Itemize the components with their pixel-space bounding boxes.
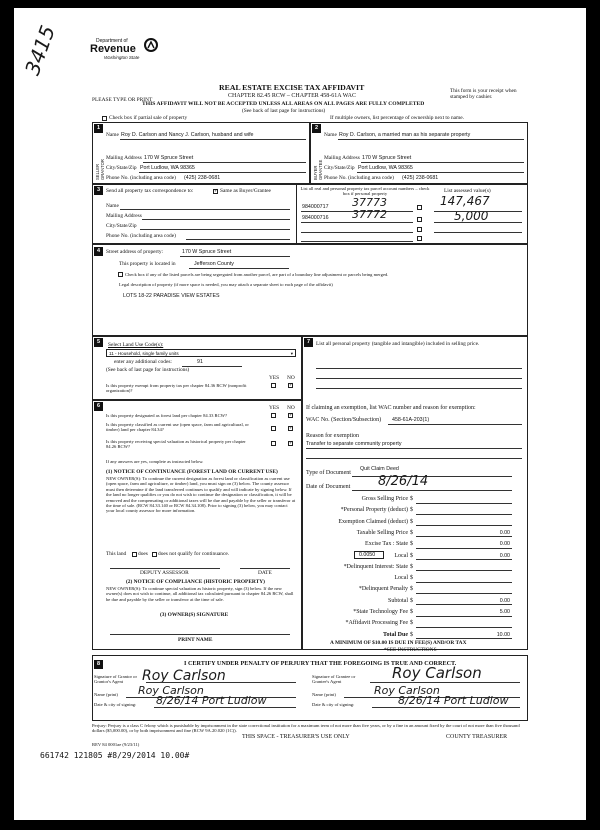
s3-city-label: City/State/Zip xyxy=(106,223,137,229)
parcel-header: List all real and personal property tax parcel account numbers – check box if personal property xyxy=(300,186,430,197)
s3-phone-label: Phone No. (including area code) xyxy=(106,233,176,239)
exempt-question: Is this property exempt from property tax per chapter 84.36 RCW (nonprofit organization)? xyxy=(106,383,247,394)
tax-row-label: Local xyxy=(394,552,408,559)
see-instructions-note: *SEE INSTRUCTIONS xyxy=(384,647,437,653)
historic-no-checkbox[interactable]: ✓ xyxy=(289,441,294,446)
wac-number[interactable]: 458-61A-203(1) xyxy=(392,417,430,423)
dollar-sign: $ xyxy=(410,518,413,525)
s5-see-back: (See back of last page for instructions) xyxy=(106,367,190,373)
historic-question: Is this property receiving special valuation as historical property per chapter 84.26 RCW? xyxy=(106,439,246,450)
dollar-sign: $ xyxy=(410,507,413,514)
land-use-select[interactable] xyxy=(106,349,296,357)
does-label: does xyxy=(138,551,148,557)
personal-property-label: List all personal property (tangible and intangible) included in selling price. xyxy=(316,341,480,347)
does-not-checkbox[interactable] xyxy=(152,552,157,557)
parcel-number[interactable]: 984000717 xyxy=(302,204,329,210)
form-title: REAL ESTATE EXCISE TAX AFFIDAVIT xyxy=(219,83,365,92)
assessed-value[interactable]: 5,000 xyxy=(454,209,489,223)
buyer-mailing-label: Mailing Address xyxy=(324,155,360,161)
buyer-name-label: Name xyxy=(324,132,337,138)
dollar-sign: $ xyxy=(410,609,413,615)
assessed-value[interactable]: 147,467 xyxy=(440,194,490,208)
section-2-number: 2 xyxy=(312,124,321,133)
minimum-due-note: A MINIMUM OF $10.00 IS DUE IN FEE(S) AND/OR TAX xyxy=(330,640,467,646)
street-address-label: Street address of property: xyxy=(106,249,164,255)
forest-land-question: Is this property designated as forest land per chapter 84.33 RCW? xyxy=(106,413,228,418)
tax-row-label: Taxable Selling Price xyxy=(356,529,408,536)
logo-dept: Department of xyxy=(96,38,128,44)
tax-row-value[interactable]: 0.00 xyxy=(499,552,510,559)
parcel-number[interactable]: 984000716 xyxy=(302,215,329,221)
tax-row-line xyxy=(416,593,512,594)
print-name-label: PRINT NAME xyxy=(178,637,213,643)
seller-city-label: City/State/Zip xyxy=(106,165,137,171)
exempt-no-checkbox[interactable]: ✓ xyxy=(289,383,294,388)
seller-mailing[interactable]: 170 W Spruce Street xyxy=(144,155,194,161)
land-use-value: 11 - Household, single family units xyxy=(109,351,179,356)
print-label: PLEASE TYPE OR PRINT xyxy=(92,97,153,103)
grantor-date-label: Date & city of signing: xyxy=(94,702,137,707)
seller-phone[interactable]: (425) 238-0681 xyxy=(184,175,221,181)
grantee-date-city[interactable]: 8/26/14 Port Ludlow xyxy=(398,694,509,707)
continuance-text: NEW OWNER(S): To continue the current designation as forest land or classification as current use (open space, farm and agriculture, or timber) land, you must sign on (3) below. The county assessor must then determine if the land transferred continues to qualify and will indicate by signing below. If the land no longer qualifies or you do not wish to continue the designation or classification, it will be removed and the compensating or additional taxes will be due and payable by the seller or transferor at the time of sale. (RCW 84.33.140 or RCW 84.34.108). Prior to signing (3) below, you may contact your local county assessor for more information. xyxy=(106,476,296,514)
legal-description[interactable]: LOTS 18-22 PARADISE VIEW ESTATES xyxy=(123,293,220,299)
tax-row-label: *Delinquent Penalty xyxy=(358,586,408,593)
tax-row-line xyxy=(416,627,512,628)
personal-property-checkbox[interactable] xyxy=(417,236,422,241)
forest-no-checkbox[interactable]: ✓ xyxy=(289,413,294,418)
section-5-number: 5 xyxy=(94,338,103,347)
dollar-sign: $ xyxy=(410,575,413,582)
seller-phone-label: Phone No. (including area code) xyxy=(106,175,176,181)
dollar-sign: $ xyxy=(410,597,413,604)
current-use-no-checkbox[interactable]: ✓ xyxy=(289,426,294,431)
partial-sale-checkbox[interactable] xyxy=(102,116,107,121)
parcel-handwritten: 37772 xyxy=(352,208,387,221)
tax-row-label: *Personal Property (deduct) xyxy=(340,507,408,514)
does-not-label: does not qualify for continuance. xyxy=(158,551,230,557)
send-correspondence-label: Send all property tax correspondence to: xyxy=(106,188,194,194)
grantor-date-city[interactable]: 8/26/14 Port Ludlow xyxy=(156,694,267,707)
tax-row-line xyxy=(416,582,512,583)
margin-note: 3415 xyxy=(20,22,60,79)
certify-statement: I CERTIFY UNDER PENALTY OF PERJURY THAT THE FOREGOING IS TRUE AND CORRECT. xyxy=(184,660,457,667)
section-3-number: 3 xyxy=(94,186,103,195)
perjury-note: Perjury: Perjury is a class C felony which is punishable by imprisonment in the state correctional institution for a maximum term of not more than five years, or by a fine in an amount fixed by the court of not more than five thousand dollars ($5,000.00), or by both imprisonment and fine (RCW 9A.20.020 (1C)). xyxy=(92,723,520,734)
revenue-logo xyxy=(82,38,182,70)
affidavit-page xyxy=(14,8,586,820)
buyer-mailing[interactable]: 170 W Spruce Street xyxy=(362,155,412,161)
owner-signature-label: (3) OWNER(S) SIGNATURE xyxy=(160,612,229,618)
same-as-buyer-label: Same as Buyer/Grantee xyxy=(220,188,271,194)
buyer-phone[interactable]: (425) 238-0681 xyxy=(402,175,439,181)
segregated-label: Check box if any of the listed parcels are being segregated from another parcel, are part of a boundary line adjustment or parcels being merged. xyxy=(125,272,389,277)
grantee-signature[interactable]: Roy Carlson xyxy=(392,664,482,682)
additional-codes-label: enter any additional codes: xyxy=(114,359,172,365)
continuance-title: (1) NOTICE OF CONTINUANCE (FOREST LAND OR CURRENT USE) xyxy=(106,469,278,475)
revenue-logo-icon xyxy=(144,38,158,52)
deputy-assessor-label: DEPUTY ASSESSOR xyxy=(140,570,189,576)
grantee-name-label: Name (print) xyxy=(312,692,336,697)
tax-row-line xyxy=(416,638,512,639)
treasurer-use-label: THIS SPACE - TREASURER'S USE ONLY xyxy=(242,734,350,740)
personal-property-checkbox[interactable] xyxy=(417,217,422,222)
street-address[interactable]: 170 W Spruce Street xyxy=(182,249,232,255)
grantor-signature[interactable]: Roy Carlson xyxy=(142,668,226,684)
dollar-sign: $ xyxy=(410,496,413,502)
s5-no-header: NO xyxy=(287,375,295,381)
section-7 xyxy=(302,336,528,650)
current-use-question: Is this property classified as current use (open space, farm and agricultural, or timber) land per chapter 84.34? xyxy=(106,422,249,433)
historic-yes-checkbox[interactable] xyxy=(271,441,276,446)
tax-row-line xyxy=(416,503,512,504)
county[interactable]: Jefferson County xyxy=(194,261,234,267)
treasurer-stamp: 661742 121805 #8/29/2014 10.00# xyxy=(40,751,190,760)
tax-row-label: Gross Selling Price xyxy=(361,496,408,502)
section-4-number: 4 xyxy=(94,247,103,256)
grantee-date-label: Date & city of signing: xyxy=(312,702,355,707)
this-land-label: This land xyxy=(106,551,127,557)
doc-date[interactable]: 8/26/14 xyxy=(378,474,429,489)
chevron-down-icon: ▾ xyxy=(290,351,293,356)
multiple-owners-note: If multiple owners, list percentage of ownership next to name. xyxy=(330,115,464,121)
local-rate: 0.0050 xyxy=(359,552,376,558)
grantee-sig-label: Signature of Grantee or Grantee's Agent xyxy=(312,674,356,685)
segregated-checkbox[interactable] xyxy=(118,272,123,277)
dollar-sign: $ xyxy=(410,529,413,536)
grantor-sig-label: Signature of Grantor or Grantor's Agent xyxy=(94,674,137,685)
tax-row-line xyxy=(416,616,512,617)
parcel-handwritten: 37773 xyxy=(352,196,387,209)
wac-label: WAC No. (Section/Subsection) xyxy=(306,417,382,423)
seller-city[interactable]: Port Ludlow, WA 98365 xyxy=(140,165,195,171)
dollar-sign: $ xyxy=(410,586,413,593)
s3-name-label: Name xyxy=(106,203,119,209)
current-use-yes-checkbox[interactable] xyxy=(271,426,276,431)
located-label: This property is located in xyxy=(119,261,176,267)
s6-yes-header: YES xyxy=(269,405,280,411)
tax-row-line xyxy=(416,604,512,605)
tax-row-line xyxy=(416,536,512,537)
doc-type[interactable]: Quit Claim Deed xyxy=(360,466,399,472)
tax-row-label: Exemption Claimed (deduct) xyxy=(338,518,408,525)
tax-row-label: *Affidavit Processing Fee xyxy=(345,620,408,627)
section-8-number: 8 xyxy=(94,660,103,669)
dollar-sign: $ xyxy=(410,563,413,570)
tax-row-line xyxy=(416,548,512,549)
dollar-sign: $ xyxy=(410,631,413,638)
seller-name-label: Name xyxy=(106,132,119,138)
tax-row-label: Excise Tax : State xyxy=(365,541,408,548)
form-chapter: CHAPTER 82.45 RCW – CHAPTER 458-61A WAC xyxy=(228,93,356,99)
dollar-sign: $ xyxy=(410,552,413,559)
tax-row-line xyxy=(416,514,512,515)
does-checkbox[interactable] xyxy=(132,552,137,557)
personal-property-checkbox[interactable] xyxy=(417,205,422,210)
grantor-print-name[interactable]: Roy Carlson xyxy=(138,684,204,697)
s6-no-header: NO xyxy=(287,405,295,411)
tax-row-label: *Delinquent Interest: State xyxy=(343,563,408,570)
tax-row-label: Total Due xyxy=(383,631,408,638)
same-as-buyer-checkbox[interactable]: ✓ xyxy=(214,189,219,194)
county-treasurer-label: COUNTY TREASURER xyxy=(446,734,508,740)
tax-row-label: *State Technology Fee xyxy=(353,609,408,615)
tax-row-value[interactable]: 5.00 xyxy=(499,609,510,615)
additional-codes[interactable]: 91 xyxy=(197,359,203,365)
tax-row-value[interactable]: 0.00 xyxy=(499,541,510,548)
tax-row-line xyxy=(416,559,512,560)
reason-label: Reason for exemption xyxy=(306,433,359,439)
section-6-number: 6 xyxy=(94,402,103,411)
date-label: DATE xyxy=(258,570,272,576)
tax-row-value[interactable]: 10.00 xyxy=(496,631,510,638)
s5-yes-header: YES xyxy=(269,375,280,381)
revision-label: REV 84 0001ae (9/23/11) xyxy=(92,742,140,747)
tax-row-line xyxy=(416,570,512,571)
compliance-title: (2) NOTICE OF COMPLIANCE (HISTORIC PROPERTY) xyxy=(126,579,265,585)
s3-mailing-label: Mailing Address xyxy=(106,213,142,219)
any-yes-note: If any answers are yes, complete as instructed below. xyxy=(106,459,204,464)
tax-row-label: Local xyxy=(394,575,408,582)
land-use-label: Select Land Use Code(s): xyxy=(108,342,164,348)
dollar-sign: $ xyxy=(410,541,413,548)
buyer-side-label: BUYER GRANTEE xyxy=(313,159,323,180)
section-7-number: 7 xyxy=(304,338,313,347)
exempt-yes-checkbox[interactable] xyxy=(271,383,276,388)
see-back-note: (See back of last page for instructions) xyxy=(242,108,326,114)
tax-row-line xyxy=(416,525,512,526)
legal-description-label: Legal description of property (if more space is needed, you may attach a separate sheet to each page of the affidavit) xyxy=(119,282,333,287)
logo-state: Washington State xyxy=(104,55,140,60)
assessed-header: List assessed value(s) xyxy=(444,188,491,194)
receipt-note: This form is your receipt when stamped by cashier. xyxy=(450,88,517,101)
tax-row-label: Subtotal xyxy=(387,597,408,604)
personal-property-checkbox[interactable] xyxy=(417,227,422,232)
logo-name: Revenue xyxy=(90,43,136,55)
form-warning: THIS AFFIDAVIT WILL NOT BE ACCEPTED UNLESS ALL AREAS ON ALL PAGES ARE FULLY COMPLETED xyxy=(142,101,425,107)
buyer-name[interactable]: Roy D. Carlson, a married man as his separate property xyxy=(339,132,471,138)
tax-row-value[interactable]: 0.00 xyxy=(499,529,510,536)
buyer-city[interactable]: Port Ludlow, WA 98365 xyxy=(358,165,413,171)
buyer-city-label: City/State/Zip xyxy=(324,165,355,171)
grantee-print-name[interactable]: Roy Carlson xyxy=(374,684,440,697)
tax-row-value[interactable]: 0.00 xyxy=(499,597,510,604)
grantor-name-label: Name (print) xyxy=(94,692,118,697)
seller-mailing-label: Mailing Address xyxy=(106,155,142,161)
forest-yes-checkbox[interactable] xyxy=(271,413,276,418)
local-rate-box[interactable] xyxy=(354,551,384,559)
seller-side-label: SELLER GRANTOR xyxy=(95,159,105,180)
partial-sale-label: Check box if partial sale of property xyxy=(109,115,188,121)
doc-type-label: Type of Document xyxy=(306,470,351,476)
section-1-number: 1 xyxy=(94,124,103,133)
buyer-phone-label: Phone No. (including area code) xyxy=(324,175,394,181)
doc-date-label: Date of Document xyxy=(306,484,351,490)
section-4 xyxy=(92,244,528,336)
exemption-label: If claiming an exemption, list WAC number and reason for exemption: xyxy=(306,405,476,411)
seller-name[interactable]: Roy D. Carlson and Nancy J. Carlson, husband and wife xyxy=(121,132,254,138)
dollar-sign: $ xyxy=(410,620,413,627)
exemption-reason[interactable]: Transfer to separate community property xyxy=(306,441,402,447)
compliance-text: NEW OWNER(S): To continue special valuation as historic property, sign (3) below. If the new owner(s) does not wish to continue, all additional tax calculated pursuant to chapter 84.26 RCW, shall be due and payable by the seller or transferor at the time of sale. xyxy=(106,586,294,602)
